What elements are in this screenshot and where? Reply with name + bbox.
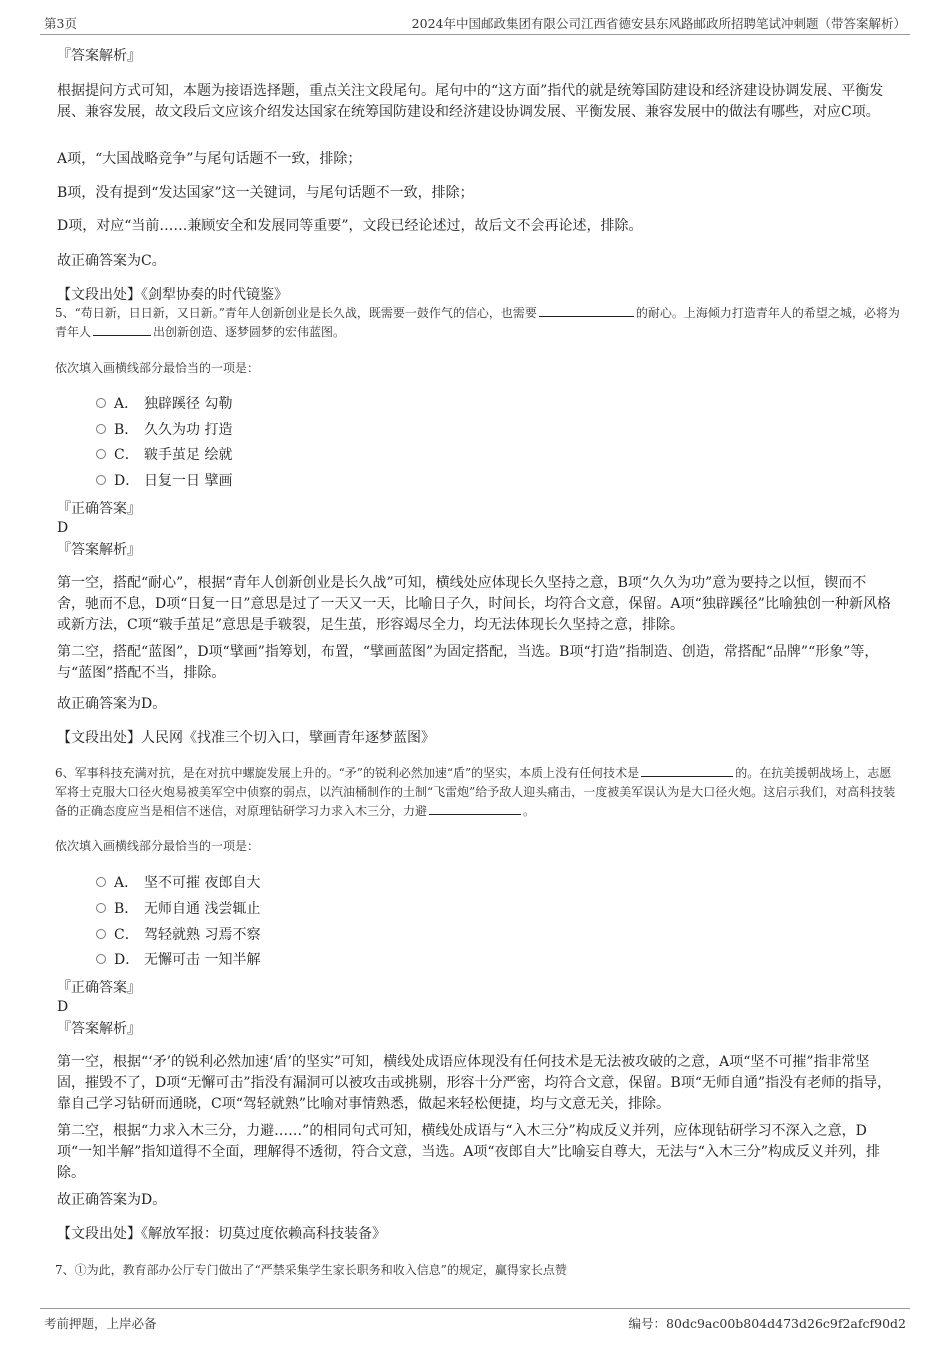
option-text: 驾轻就熟 习焉不察 <box>144 927 261 943</box>
option-text: 坚不可摧 夜郎自大 <box>144 875 261 891</box>
blank-line <box>641 764 733 777</box>
analysis-paragraph-2: 第二空，根据“力求入木三分，力避……”的相同句式可知，横线处成语与“入木三分”构成反义并列，应体现钻研学习不深入之意，D项“一知半解”指知道得不全面，理解得不透彻，符合文意，当选。A项“夜郎自大”比喻妄自尊大，无法与“入木三分”构成反义并列，排除。 <box>57 1123 881 1181</box>
option-letter: C． <box>114 927 139 943</box>
footer-slogan: 考前押题，上岸必备 <box>44 1316 157 1331</box>
question-6-stem <box>55 764 900 821</box>
option-letter: B． <box>114 422 139 438</box>
document-title: 2024年中国邮政集团有限公司江西省德安县东风路邮政所招聘笔试冲刺题（带答案解析） <box>411 16 906 31</box>
radio-icon[interactable] <box>96 954 106 964</box>
analysis-option-b: B项，没有提到“发达国家”这一关键词，与尾句话题不一致，排除； <box>57 185 474 201</box>
conclusion: 故正确答案为D。 <box>57 696 167 712</box>
analysis-option-d: D项，对应“当前……兼顾安全和发展同等重要”，文段已经论述过，故后文不会再论述，排除。 <box>57 218 643 234</box>
radio-icon[interactable] <box>96 424 106 434</box>
page-footer <box>40 1308 910 1331</box>
document-code <box>629 1314 906 1332</box>
correct-answer-label: 『正确答案』 <box>57 501 141 517</box>
question-5-text-1: 5、“苟日新，日日新，又日新。”青年人创新创业是长久战，既需要一鼓作气的信心，也需要 <box>55 306 537 320</box>
option-c[interactable] <box>96 445 232 465</box>
analysis-paragraph-1: 第一空，根据“‘矛’的锐利必然加速‘盾’的坚实”可知，横线处成语应体现没有任何技术是无法被攻破的之意，A项“坚不可摧”指非常坚固，摧毁不了，D项“无懈可击”指没有漏洞可以被攻击或挑剔，形容十分严密，均符合文意，保留。B项“无师自通”指没有老师的指导，靠自己学习钻研而通晓，C项“驾轻就熟”比喻对事情熟悉，做起来轻松便捷，均与文意无关，排除。 <box>57 1054 892 1112</box>
option-b[interactable] <box>96 899 260 919</box>
question-5-text-2: 的耐心。上海倾力打造青年人的希望之城，必将为青年人 <box>55 306 900 339</box>
analysis-paragraph-1: 第一空，搭配“耐心”，根据“青年人创新创业是长久战”可知，横线处应体现长久坚持之意，B项“久久为功”意为要持之以恒，锲而不舍，驰而不息，D项“日复一日”意思是过了一天又一天，比喻日子久，时间长，均符合文意，保留。A项“独辟蹊径”比喻独创一种新风格或新方法，C项“皲手茧足”意思是手皲裂，足生茧，形容竭尽全力，均无法体现长久坚持之意，排除。 <box>57 575 891 633</box>
option-letter: C． <box>114 447 139 463</box>
option-text: 皲手茧足 绘就 <box>144 447 233 463</box>
option-a[interactable] <box>96 873 260 893</box>
question-7-stem: 7、①为此，教育部办公厅专门做出了“严禁采集学生家长职务和收入信息”的规定，赢得家长点赞 <box>55 1263 567 1277</box>
source: 【文段出处】《解放军报：切莫过度依赖高科技装备》 <box>57 1226 386 1242</box>
radio-icon[interactable] <box>96 929 106 939</box>
analysis-label: 『答案解析』 <box>57 1021 141 1037</box>
document-code-value: 80dc9ac00b804d473d26c9f2afcf90d2 <box>666 1316 906 1331</box>
page-header <box>40 12 910 35</box>
correct-answer: D <box>57 520 69 536</box>
option-letter: A． <box>114 396 139 412</box>
question-5-instruction: 依次填入画横线部分最恰当的一项是： <box>55 361 260 375</box>
question-5-stem <box>55 304 900 342</box>
radio-icon[interactable] <box>96 903 106 913</box>
correct-answer-label: 『正确答案』 <box>57 980 141 996</box>
option-letter: A． <box>114 875 139 891</box>
analysis-option-a: A项，“大国战略竞争”与尾句话题不一致，排除； <box>57 151 362 167</box>
option-letter: D． <box>114 473 140 489</box>
option-d[interactable] <box>96 471 232 491</box>
option-text: 无师自通 浅尝辄止 <box>144 901 261 917</box>
option-b[interactable] <box>96 420 232 440</box>
question-6-instruction: 依次填入画横线部分最恰当的一项是： <box>55 839 260 853</box>
question-6-text-3: 。 <box>523 804 536 818</box>
blank-line <box>429 802 521 815</box>
question-6-text-2: 的。在抗美援朝战场上，志愿军将士克服大口径火炮易被美军空中侦察的弱点，以汽油桶制作的土制“飞雷炮”给予敌人迎头痛击，一度被美军误认为是大口径火炮。这启示我们，对高科技装备的正确态度应当是相信不迷信，对原理钻研学习力求入木三分，力避 <box>55 766 896 818</box>
document-code-label: 编号： <box>628 1316 667 1331</box>
analysis-paragraph-2: 第二空，搭配“蓝图”，D项“擘画”指筹划，布置，“擘画蓝图”为固定搭配，当选。B项“打造”指制造、创造，常搭配“品牌”“形象”等，与“蓝图”搭配不当，排除。 <box>57 644 879 681</box>
radio-icon[interactable] <box>96 398 106 408</box>
option-text: 日复一日 擘画 <box>144 473 233 489</box>
conclusion: 故正确答案为C。 <box>57 253 166 269</box>
option-text: 无懈可击 一知半解 <box>144 952 261 968</box>
option-d[interactable] <box>96 950 260 970</box>
option-a[interactable] <box>96 394 232 414</box>
source: 【文段出处】《剑犁协奏的时代镜鉴》 <box>57 287 288 303</box>
option-letter: B． <box>114 901 139 917</box>
conclusion: 故正确答案为D。 <box>57 1192 167 1208</box>
analysis-label: 『答案解析』 <box>57 542 141 558</box>
blank-line <box>539 304 634 317</box>
source: 【文段出处】人民网《找准三个切入口，擘画青年逐梦蓝图》 <box>57 730 435 746</box>
radio-icon[interactable] <box>96 475 106 485</box>
question-5-text-3: 出创新创造、逐梦圆梦的宏伟蓝图。 <box>153 325 346 339</box>
radio-icon[interactable] <box>96 449 106 459</box>
radio-icon[interactable] <box>96 877 106 887</box>
analysis-label: 『答案解析』 <box>57 48 141 64</box>
page-number: 第3页 <box>44 16 77 31</box>
option-text: 久久为功 打造 <box>144 422 233 438</box>
question-6-text-1: 6、军事科技充满对抗，是在对抗中螺旋发展上升的。“矛”的锐利必然加速“盾”的坚实，本质上没有任何技术是 <box>55 766 640 780</box>
option-text: 独辟蹊径 勾勒 <box>144 396 233 412</box>
option-letter: D． <box>114 952 140 968</box>
correct-answer: D <box>57 999 69 1015</box>
option-c[interactable] <box>96 925 260 945</box>
blank-line <box>93 323 151 336</box>
analysis-text: 根据提问方式可知，本题为接语选择题，重点关注文段尾句。尾句中的“这方面”指代的就是统筹国防建设和经济建设协调发展、平衡发展、兼容发展，故文段后文应该介绍发达国家在统筹国防建设和经济建设协调发展、平衡发展、兼容发展中的做法有哪些，对应C项。 <box>57 83 884 120</box>
